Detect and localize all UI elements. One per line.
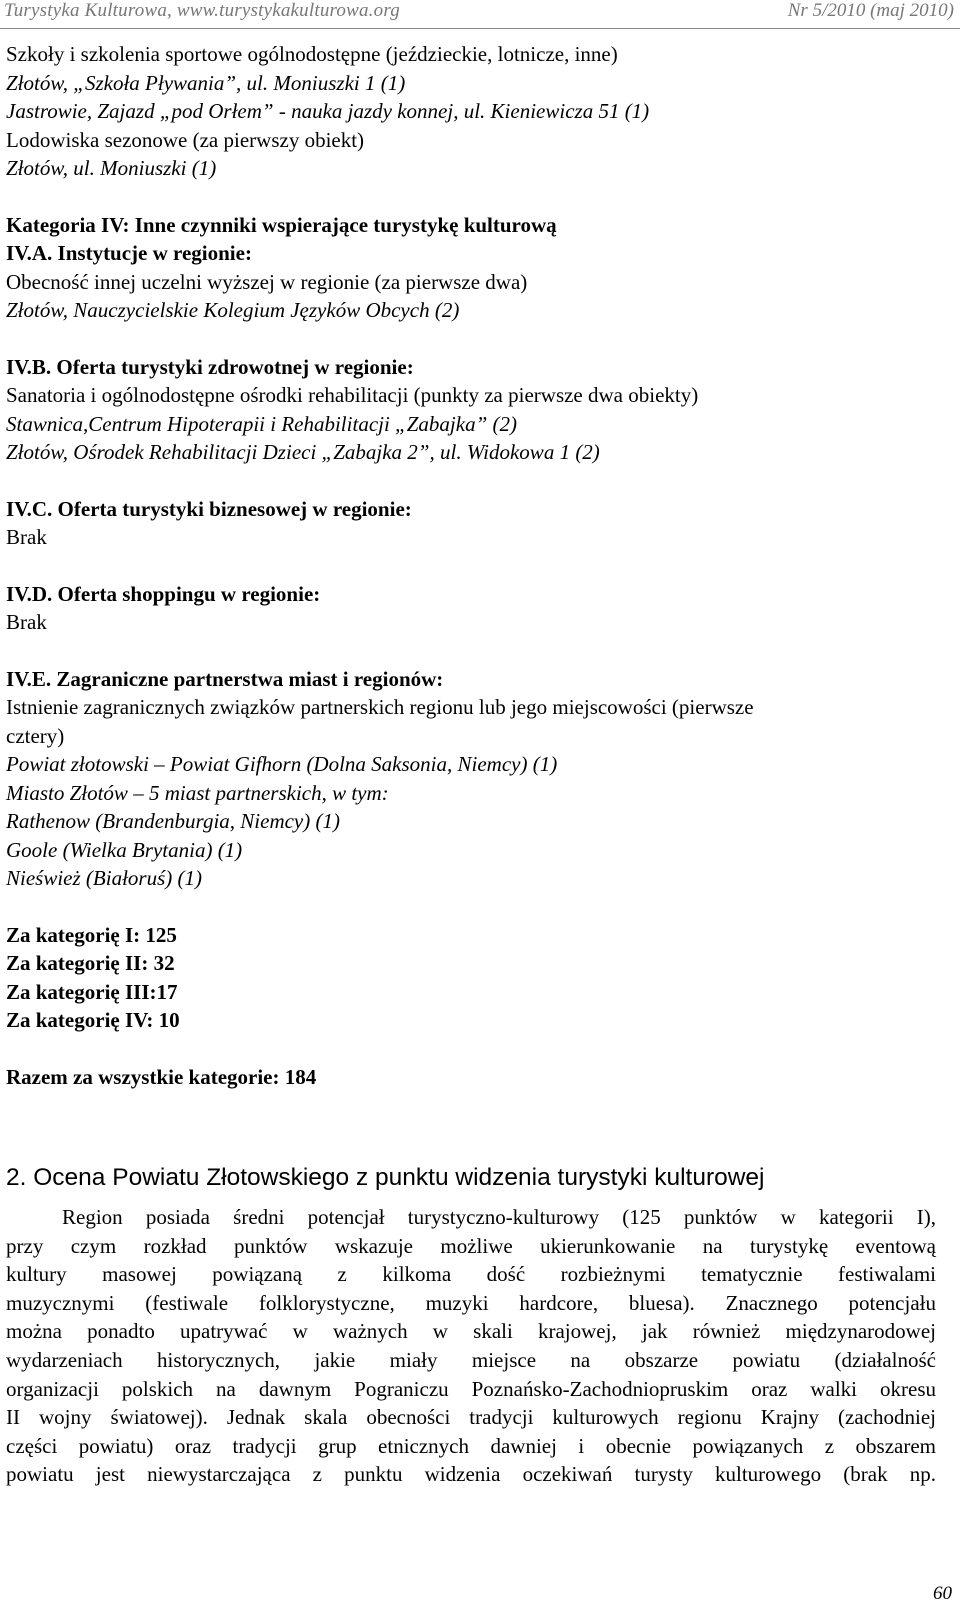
text-line: Brak — [6, 525, 47, 549]
paragraph-line: części powiatu) oraz tradycji grup etnicznych dawniej i obecnie powiązanych z obszarem — [6, 1433, 936, 1458]
heading-line: Za kategorię IV: 10 — [6, 1008, 180, 1032]
journal-title: Turystyka Kulturowa, www.turystykakulturowa.org — [4, 0, 400, 21]
text-line: Miasto Złotów – 5 miast partnerskich, w tym: — [6, 780, 389, 805]
paragraph-line: powiatu jest niewystarczająca z punktu widzenia oczekiwań turysty kulturowego (brak np. — [6, 1462, 936, 1487]
heading-line: Za kategorię I: 125 — [6, 922, 177, 947]
text-line: Nieśwież (Białoruś) (1) — [6, 866, 202, 890]
page-number: 60 — [933, 1583, 952, 1604]
text-line: Jastrowie, Zajazd „pod Orłem” - nauka jazdy konnej, ul. Kieniewicza 51 (1) — [6, 99, 650, 123]
text-line: Obecność innej uczelni wyższej w regionie (za pierwsze dwa) — [6, 269, 528, 294]
heading-line: IV.D. Oferta shoppingu w regionie: — [6, 581, 321, 606]
paragraph-line: kultury masowej powiązaną z kilkoma dość rozbieżnymi tematycznie festiwalami — [6, 1262, 936, 1287]
running-header — [0, 0, 960, 29]
spacer — [6, 1035, 954, 1063]
text-line: Rathenow (Brandenburgia, Niemcy) (1) — [6, 809, 340, 833]
text-line: Złotów, Ośrodek Rehabilitacji Dzieci „Zabajka 2”, ul. Widokowa 1 (2) — [6, 440, 600, 464]
paragraph-line: organizacji polskich na dawnym Pograniczu Poznańsko-Zachodniopruskim oraz walki okresu — [6, 1376, 936, 1401]
heading-line: Razem za wszystkie kategorie: 184 — [6, 1064, 317, 1089]
text-line: Brak — [6, 610, 47, 634]
paragraph-line: przy czym rozkład punktów wskazuje możliwe ukierunkowanie na turystykę eventową — [6, 1233, 936, 1258]
heading-line: Za kategorię II: 32 — [6, 951, 175, 975]
spacer — [6, 893, 954, 921]
text-line: Powiat złotowski – Powiat Gifhorn (Dolna Saksonia, Niemcy) (1) — [6, 752, 558, 776]
heading-line: IV.B. Oferta turystyki zdrowotnej w regionie: — [6, 354, 414, 379]
heading-line: Kategoria IV: Inne czynniki wspierające turystykę kulturową — [6, 212, 557, 237]
section-paragraph — [6, 1203, 936, 1489]
paragraph-line: II wojny światowej). Jednak skala obecności tradycji kulturowych regionu Krajny (zachodniej — [6, 1405, 936, 1430]
text-line: Złotów, ul. Moniuszki (1) — [6, 156, 217, 180]
text-line: Złotów, „Szkoła Pływania”, ul. Moniuszki 1 (1) — [6, 70, 406, 95]
text-line: Istnienie zagranicznych związków partnerskich regionu lub jego miejscowości (pierwsze — [6, 695, 754, 719]
issue-number: Nr 5/2010 (maj 2010) — [787, 0, 954, 21]
paragraph-line: muzycznymi (festiwale folklorystyczne, muzyki hardcore, bluesa). Znacznego potencjału — [6, 1290, 936, 1315]
text-line: Goole (Wielka Brytania) (1) — [6, 837, 243, 862]
spacer — [6, 637, 954, 665]
spacer — [6, 325, 954, 353]
heading-line: IV.C. Oferta turystyki biznesowej w regionie: — [6, 496, 412, 521]
paragraph-line: wydarzeniach historycznych, jakie miały miejsce na obszarze powiatu (działalność — [6, 1347, 936, 1372]
spacer — [6, 183, 954, 211]
paragraph-line: można ponadto upatrywać w ważnych w skali krajowej, jak również międzynarodowej — [6, 1319, 936, 1344]
spacer — [6, 467, 954, 495]
text-line: Lodowiska sezonowe (za pierwszy obiekt) — [6, 127, 365, 152]
text-line: cztery) — [6, 723, 65, 748]
section-heading: 2. Ocena Powiatu Złotowskiego z punktu widzenia turystyki kulturowej — [6, 1164, 765, 1191]
text-line: Złotów, Nauczycielskie Kolegium Języków Obcych (2) — [6, 298, 460, 322]
heading-line: IV.E. Zagraniczne partnerstwa miast i regionów: — [6, 666, 444, 691]
text-line: Szkoły i szkolenia sportowe ogólnodostępne (jeździeckie, lotnicze, inne) — [6, 42, 618, 66]
paragraph-line: Region posiada średni potencjał turystyczno-kulturowy (125 punktów w kategorii I), — [62, 1205, 936, 1229]
heading-line: IV.A. Instytucje w regionie: — [6, 241, 252, 265]
spacer — [6, 552, 954, 580]
heading-line: Za kategorię III:17 — [6, 979, 178, 1004]
text-line: Sanatoria i ogólnodostępne ośrodki rehabilitacji (punkty za pierwsze dwa obiekty) — [6, 383, 699, 407]
text-line: Stawnica,Centrum Hipoterapii i Rehabilitacji „Zabajka” (2) — [6, 411, 517, 436]
document-body — [6, 40, 954, 1091]
